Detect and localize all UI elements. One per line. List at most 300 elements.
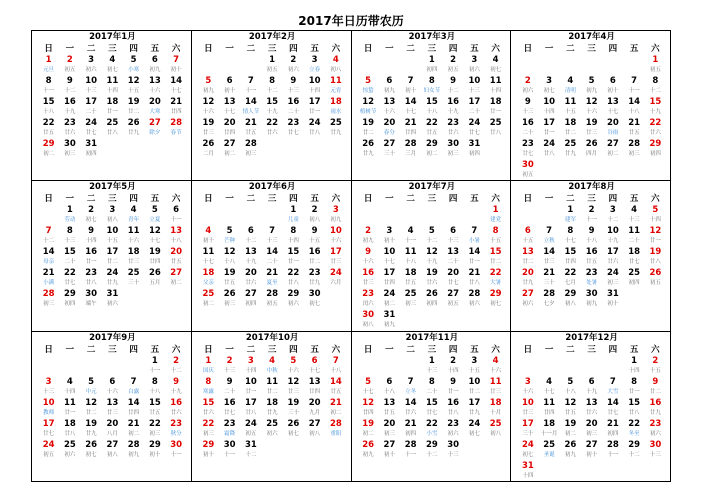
- empty-cell: [198, 205, 219, 226]
- day-cell: [624, 377, 645, 398]
- lunar-label: 初九: [564, 451, 576, 458]
- lunar-label: 初十: [170, 67, 182, 73]
- day-number: 28: [606, 439, 619, 450]
- day-cell: [443, 398, 464, 419]
- day-number: 6: [109, 376, 116, 387]
- day-cell: [517, 268, 538, 289]
- lunar-label: 廿三: [106, 409, 118, 416]
- empty-cell: [38, 205, 59, 226]
- day-cell: [624, 440, 645, 461]
- lunar-label: 初二: [202, 301, 214, 308]
- day-number: 12: [425, 247, 438, 258]
- lunar-label: 十五: [564, 109, 576, 115]
- day-cell: [645, 440, 666, 461]
- lunar-label: 初三: [64, 151, 76, 157]
- day-number: 17: [521, 418, 534, 429]
- day-number: 6: [247, 226, 254, 237]
- lunar-label: 初五: [245, 430, 257, 437]
- day-number: 31: [85, 139, 98, 149]
- lunar-label: 小雪: [426, 430, 438, 437]
- weekday-label: 日: [523, 44, 533, 54]
- lunar-label: 廿二: [522, 259, 534, 266]
- lunar-label: 廿五: [383, 409, 395, 416]
- day-cell: [485, 226, 506, 247]
- weekday-label: 二: [566, 44, 575, 54]
- day-cell: [485, 55, 506, 76]
- lunar-label: 建军: [564, 217, 576, 224]
- lunar-label: 八月: [106, 430, 118, 437]
- day-cell: [144, 268, 165, 289]
- day-number: 26: [362, 439, 375, 450]
- day-cell: [198, 268, 219, 289]
- day-cell: [38, 289, 59, 310]
- day-cell: [485, 419, 506, 440]
- day-number: 20: [585, 418, 598, 429]
- lunar-label: 初九: [362, 451, 374, 458]
- lunar-label: 初九: [202, 88, 214, 94]
- day-cell: [123, 226, 144, 247]
- month-title: 2017年9月: [89, 332, 136, 343]
- day-cell: [358, 419, 379, 440]
- day-number: 2: [226, 355, 233, 366]
- lunar-label: 廿二: [564, 130, 576, 136]
- day-cell: [81, 76, 102, 97]
- day-cell: [358, 289, 379, 310]
- day-cell: [358, 118, 379, 139]
- day-number: 3: [524, 376, 531, 387]
- day-cell: [464, 55, 485, 76]
- day-cell: [166, 97, 187, 118]
- day-grid: [38, 205, 187, 310]
- day-number: 10: [244, 376, 257, 387]
- day-number: 7: [407, 76, 414, 86]
- day-number: 14: [404, 97, 417, 107]
- day-number: 16: [287, 97, 300, 107]
- day-cell: [325, 419, 346, 440]
- lunar-label: 十五: [490, 238, 502, 245]
- day-number: 11: [628, 226, 641, 237]
- day-number: 29: [42, 139, 55, 149]
- day-number: 18: [266, 397, 279, 408]
- empty-cell: [379, 205, 400, 226]
- day-number: 8: [66, 226, 73, 237]
- lunar-label: 廿四: [149, 259, 161, 266]
- day-number: 22: [564, 268, 577, 279]
- day-number: 11: [543, 397, 556, 408]
- day-cell: [102, 55, 123, 76]
- day-number: 21: [628, 118, 641, 128]
- day-cell: [59, 440, 80, 461]
- day-number: 31: [521, 460, 534, 471]
- lunar-label: 初三: [383, 430, 395, 437]
- day-number: 29: [564, 289, 577, 300]
- lunar-label: 廿三: [128, 259, 140, 266]
- lunar-label: 初九: [586, 88, 598, 94]
- day-cell: [123, 419, 144, 440]
- day-number: 13: [521, 247, 534, 258]
- day-number: 16: [308, 247, 321, 258]
- day-cell: [240, 377, 261, 398]
- day-cell: [602, 247, 623, 268]
- empty-cell: [240, 205, 261, 226]
- day-number: 1: [205, 355, 212, 366]
- month-title: 2017年2月: [248, 32, 296, 42]
- day-number: 21: [404, 418, 417, 429]
- lunar-label: 二十: [628, 238, 640, 245]
- day-number: 7: [609, 376, 616, 387]
- day-number: 4: [66, 376, 73, 387]
- day-number: 18: [202, 268, 215, 279]
- day-number: 3: [546, 76, 553, 86]
- day-cell: [219, 247, 240, 268]
- day-cell: [38, 247, 59, 268]
- day-cell: [517, 440, 538, 461]
- lunar-label: 廿七: [447, 280, 459, 287]
- day-number: 18: [489, 397, 502, 408]
- day-number: 4: [631, 205, 638, 216]
- lunar-label: 青年: [128, 217, 140, 224]
- lunar-label: 廿三: [490, 388, 502, 395]
- lunar-label: 廿四: [564, 259, 576, 266]
- lunar-label: 廿七: [85, 130, 97, 136]
- day-cell: [539, 398, 560, 419]
- day-cell: [144, 356, 165, 377]
- day-number: 6: [151, 55, 158, 65]
- day-number: 15: [148, 397, 161, 408]
- empty-cell: [581, 55, 602, 76]
- lunar-label: 十八: [224, 259, 236, 266]
- lunar-label: 父亲: [202, 280, 214, 287]
- day-number: 20: [244, 268, 257, 279]
- weekday-label: 日: [363, 344, 373, 355]
- lunar-label: 廿五: [628, 130, 640, 136]
- lunar-label: 十九: [447, 109, 459, 115]
- day-number: 15: [425, 397, 438, 408]
- day-number: 6: [311, 355, 318, 366]
- day-cell: [560, 268, 581, 289]
- lunar-label: 二十: [224, 388, 236, 395]
- weekday-label: 三: [587, 44, 596, 54]
- day-number: 30: [170, 439, 183, 450]
- empty-cell: [358, 205, 379, 226]
- day-cell: [325, 205, 346, 226]
- weekday-label: 日: [204, 344, 213, 355]
- day-cell: [325, 247, 346, 268]
- day-number: 7: [407, 376, 414, 387]
- day-number: 11: [329, 76, 342, 86]
- day-number: 8: [428, 376, 435, 387]
- day-number: 30: [63, 139, 76, 149]
- lunar-label: 初九: [149, 67, 161, 73]
- day-number: 5: [428, 226, 435, 237]
- day-cell: [379, 76, 400, 97]
- day-number: 17: [308, 97, 321, 107]
- day-cell: [358, 76, 379, 97]
- day-cell: [602, 440, 623, 461]
- day-cell: [645, 356, 666, 377]
- lunar-label: 十一: [43, 88, 55, 94]
- day-number: 17: [244, 397, 257, 408]
- lunar-label: 二十: [287, 109, 299, 115]
- day-cell: [325, 226, 346, 247]
- day-number: 15: [42, 97, 55, 107]
- lunar-label: 廿一: [287, 259, 299, 266]
- day-cell: [443, 419, 464, 440]
- day-number: 20: [447, 268, 460, 279]
- day-cell: [421, 139, 442, 160]
- day-cell: [198, 440, 219, 461]
- lunar-label: 春分: [383, 130, 395, 136]
- day-cell: [240, 97, 261, 118]
- lunar-label: 十二: [607, 217, 619, 224]
- day-number: 21: [266, 268, 279, 279]
- day-number: 13: [170, 226, 183, 237]
- day-number: 13: [308, 376, 321, 387]
- day-number: 5: [652, 205, 659, 216]
- day-cell: [59, 55, 80, 76]
- day-cell: [102, 247, 123, 268]
- day-cell: [645, 268, 666, 289]
- day-number: 24: [244, 418, 257, 429]
- weekday-label: 六: [171, 194, 181, 205]
- lunar-label: 夏至: [266, 280, 278, 287]
- lunar-label: 廿二: [468, 388, 480, 395]
- weekday-label: 三: [587, 194, 596, 205]
- weekday-label: 一: [65, 44, 75, 54]
- day-number: 6: [386, 376, 393, 387]
- lunar-label: 初十: [149, 451, 161, 458]
- month-panel: [192, 181, 352, 331]
- day-number: 21: [606, 418, 619, 429]
- lunar-label: 廿六: [64, 130, 76, 136]
- day-number: 31: [606, 289, 619, 300]
- lunar-label: 廿九: [649, 409, 661, 416]
- lunar-label: 初七: [85, 217, 97, 224]
- weekday-label: 六: [331, 344, 341, 355]
- day-cell: [645, 139, 666, 160]
- day-cell: [81, 377, 102, 398]
- day-number: 3: [471, 55, 478, 65]
- lunar-label: 三十: [522, 430, 534, 437]
- lunar-label: 初七: [309, 301, 321, 308]
- day-cell: [304, 356, 325, 377]
- lunar-label: 初七: [106, 67, 118, 73]
- day-cell: [144, 97, 165, 118]
- weekday-header: [517, 43, 666, 55]
- weekday-label: 日: [363, 194, 373, 205]
- day-cell: [81, 55, 102, 76]
- day-cell: [38, 97, 59, 118]
- lunar-label: 廿七: [607, 409, 619, 416]
- day-number: 14: [266, 247, 279, 258]
- lunar-label: 廿六: [649, 130, 661, 136]
- day-number: 2: [88, 205, 95, 216]
- day-cell: [358, 440, 379, 461]
- day-number: 2: [365, 226, 372, 237]
- day-number: 30: [362, 310, 375, 321]
- day-cell: [262, 398, 283, 419]
- day-number: 27: [447, 289, 460, 300]
- weekday-label: 六: [171, 344, 181, 355]
- lunar-label: 廿四: [383, 280, 395, 287]
- lunar-label: 初七: [287, 430, 299, 437]
- lunar-label: 廿六: [607, 259, 619, 266]
- day-cell: [581, 247, 602, 268]
- day-cell: [262, 419, 283, 440]
- day-number: 3: [609, 205, 616, 216]
- lunar-label: 十六: [490, 367, 502, 374]
- weekday-label: 三: [267, 344, 277, 355]
- day-number: 23: [85, 268, 98, 279]
- day-cell: [560, 139, 581, 160]
- weekday-label: 四: [129, 44, 138, 54]
- lunar-label: 十五: [309, 238, 321, 245]
- day-number: 13: [606, 97, 619, 107]
- day-number: 24: [521, 439, 534, 450]
- day-number: 9: [450, 76, 457, 86]
- day-number: 5: [290, 355, 297, 366]
- day-number: 24: [42, 439, 55, 450]
- day-number: 19: [425, 268, 438, 279]
- weekday-header: [198, 193, 347, 205]
- day-number: 14: [329, 376, 342, 387]
- lunar-label: 廿六: [447, 130, 459, 136]
- day-cell: [198, 419, 219, 440]
- weekday-label: 六: [491, 194, 500, 205]
- day-number: 7: [45, 226, 52, 237]
- lunar-label: 廿七: [468, 130, 480, 136]
- day-cell: [262, 226, 283, 247]
- day-cell: [539, 268, 560, 289]
- day-number: 26: [127, 118, 140, 128]
- day-cell: [624, 97, 645, 118]
- day-cell: [358, 247, 379, 268]
- day-cell: [144, 55, 165, 76]
- lunar-label: 七夕: [543, 301, 555, 308]
- lunar-label: 立秋: [543, 238, 555, 245]
- weekday-label: 四: [129, 194, 138, 205]
- lunar-label: 初六: [106, 301, 118, 308]
- lunar-label: 初二: [170, 280, 182, 287]
- empty-cell: [358, 55, 379, 76]
- day-number: 28: [404, 139, 417, 149]
- weekday-header: [38, 193, 187, 205]
- day-cell: [485, 289, 506, 310]
- day-cell: [517, 289, 538, 310]
- weekday-header: [358, 43, 507, 55]
- day-cell: [464, 97, 485, 118]
- day-cell: [539, 247, 560, 268]
- lunar-label: 初九: [128, 451, 140, 458]
- day-cell: [400, 419, 421, 440]
- weekday-label: 五: [150, 44, 160, 54]
- day-cell: [81, 289, 102, 310]
- day-cell: [283, 118, 304, 139]
- lunar-label: 初十: [383, 238, 395, 245]
- lunar-label: 十五: [522, 238, 534, 245]
- lunar-label: 廿八: [106, 130, 118, 136]
- month-title: 2017年1月: [89, 32, 136, 42]
- day-cell: [581, 97, 602, 118]
- lunar-label: 十一: [245, 88, 257, 94]
- day-number: 24: [106, 268, 119, 279]
- day-cell: [219, 398, 240, 419]
- weekday-label: 日: [363, 44, 373, 54]
- lunar-label: 十九: [266, 109, 278, 115]
- lunar-label: 廿九: [362, 151, 374, 157]
- day-grid: [38, 55, 187, 160]
- day-number: 12: [362, 97, 375, 107]
- lunar-label: 廿二: [490, 259, 502, 266]
- day-cell: [443, 247, 464, 268]
- day-cell: [379, 377, 400, 398]
- day-cell: [485, 377, 506, 398]
- day-cell: [485, 205, 506, 226]
- day-number: 19: [127, 97, 140, 107]
- day-cell: [240, 398, 261, 419]
- day-number: 26: [585, 139, 598, 149]
- day-number: 7: [631, 76, 638, 86]
- day-cell: [325, 76, 346, 97]
- day-number: 17: [329, 247, 342, 258]
- lunar-label: 十八: [330, 367, 342, 374]
- weekday-label: 四: [289, 344, 298, 355]
- day-number: 24: [606, 268, 619, 279]
- lunar-label: 十二: [43, 238, 55, 245]
- lunar-label: 初三: [245, 151, 257, 157]
- day-number: 23: [447, 118, 460, 128]
- day-number: 2: [290, 55, 297, 65]
- empty-cell: [123, 356, 144, 377]
- day-cell: [102, 226, 123, 247]
- day-number: 28: [628, 139, 641, 149]
- lunar-label: 初九: [330, 217, 342, 224]
- day-number: 15: [287, 247, 300, 258]
- day-cell: [400, 289, 421, 310]
- lunar-label: 初六: [468, 67, 480, 73]
- day-cell: [539, 440, 560, 461]
- day-cell: [166, 118, 187, 139]
- lunar-label: 十八: [586, 238, 598, 245]
- day-cell: [485, 118, 506, 139]
- lunar-label: 十三: [447, 451, 459, 458]
- day-cell: [102, 205, 123, 226]
- lunar-label: 秋分: [170, 430, 182, 437]
- lunar-label: 初四: [649, 151, 661, 157]
- lunar-label: 十一: [586, 217, 598, 224]
- day-cell: [166, 377, 187, 398]
- day-cell: [38, 76, 59, 97]
- lunar-label: 十三: [447, 238, 459, 245]
- day-cell: [166, 55, 187, 76]
- day-cell: [219, 97, 240, 118]
- day-cell: [624, 118, 645, 139]
- day-number: 23: [447, 418, 460, 429]
- lunar-label: 十七: [383, 259, 395, 266]
- day-number: 5: [588, 76, 595, 86]
- weekday-label: 三: [108, 194, 117, 205]
- weekday-label: 五: [310, 344, 319, 355]
- day-cell: [379, 268, 400, 289]
- lunar-label: 小满: [43, 280, 55, 287]
- day-number: 9: [88, 226, 95, 237]
- day-number: 29: [148, 439, 161, 450]
- day-cell: [198, 139, 219, 160]
- weekday-label: 五: [470, 344, 479, 355]
- lunar-label: 十五: [128, 88, 140, 94]
- day-number: 24: [383, 289, 396, 300]
- day-number: 26: [287, 418, 300, 429]
